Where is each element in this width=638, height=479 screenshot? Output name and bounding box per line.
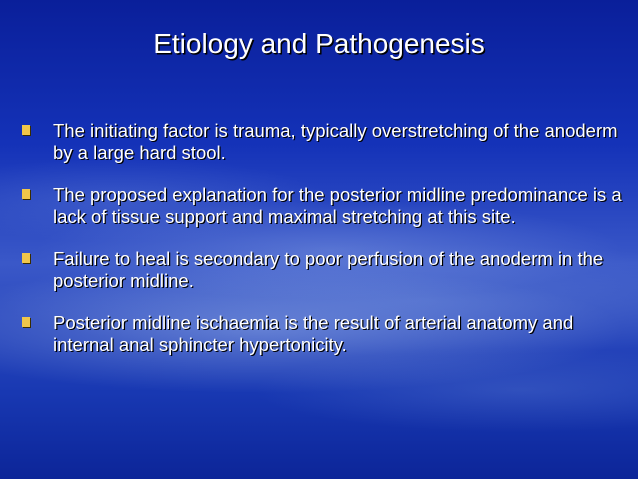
bullet-item <box>22 120 622 163</box>
bullet-item <box>22 184 622 227</box>
square-bullet-icon <box>22 189 30 199</box>
slide-title: Etiology and Pathogenesis <box>153 28 485 59</box>
bullet-item <box>22 248 622 291</box>
bullet-text: Posterior midline ischaemia is the result of arterial anatomy and internal anal sphincter hypertonicity. <box>53 312 574 355</box>
bullet-item <box>22 312 622 355</box>
bullet-text: Failure to heal is secondary to poor perfusion of the anoderm in the posterior midline. <box>53 248 604 291</box>
square-bullet-icon <box>22 253 30 263</box>
square-bullet-icon <box>22 125 30 135</box>
bullet-list <box>22 120 622 376</box>
square-bullet-icon <box>22 317 30 327</box>
bullet-text: The initiating factor is trauma, typically overstretching of the anoderm by a large hard stool. <box>53 120 618 163</box>
bullet-text: The proposed explanation for the posterior midline predominance is a lack of tissue support and maximal stretching at this site. <box>53 184 622 227</box>
